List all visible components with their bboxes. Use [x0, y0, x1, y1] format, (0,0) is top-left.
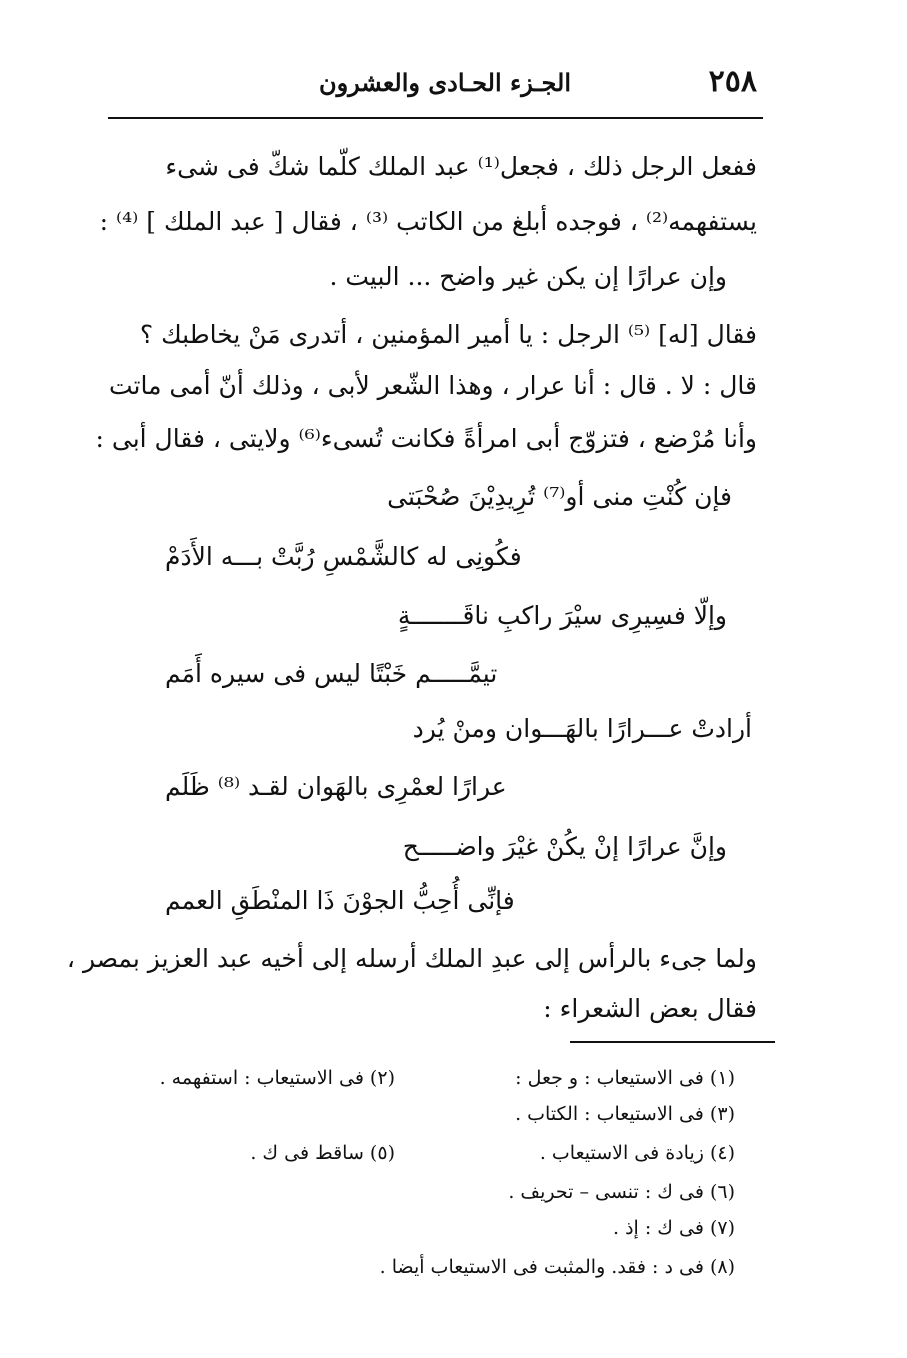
- quoted-verse-line: وإن عرارًا إن يكن غير واضح ... البيت .: [329, 262, 727, 291]
- footnote: (٣) فى الاستيعاب : الكتاب .: [515, 1103, 735, 1125]
- footnote: (٦) فى ك : تنسى – تحريف .: [508, 1181, 735, 1203]
- page-number: ٢٥٨: [708, 64, 757, 99]
- poem-verse: وإلّا فسِيرِى سيْرَ راكبِ ناقَـــــــةٍ: [397, 601, 727, 630]
- poem-verse: وإنَّ عرارًا إنْ يكُنْ غيْرَ واضـــــح: [402, 832, 727, 861]
- footnote: (٨) فى د : فقد. والمثبت فى الاستيعاب أيضا .: [379, 1256, 735, 1278]
- poem-verse: عرارًا لعمْرِى بالهَوان لقـد ⁽⁸⁾ ظَلَم: [165, 772, 507, 801]
- prose-line: وأنا مُرْضع ، فتزوّج أبى امرأةً فكانت تُسىء⁽⁶⁾ ولايتى ، فقال أبى :: [95, 424, 757, 453]
- footnote: (٥) ساقط فى ك .: [250, 1142, 395, 1164]
- prose-line: يستفهمه⁽²⁾ ، فوجده أبلغ من الكاتب ⁽³⁾ ، فقال [ عبد الملك ] ⁽⁴⁾ :: [99, 207, 757, 236]
- header-rule: [108, 117, 763, 119]
- footnote: (٤) زيادة فى الاستيعاب .: [539, 1142, 735, 1164]
- prose-line: فقال بعض الشعراء :: [543, 994, 757, 1023]
- poem-verse: فكُونِى له كالشَّمْسِ رُبَّتْ بـــه الأَدَمْ: [165, 542, 522, 571]
- prose-line: ولما جىء بالرأس إلى عبدِ الملك أرسله إلى أخيه عبد العزيز بمصر ،: [66, 944, 757, 973]
- poem-verse: أرادتْ عـــرارًا بالهَـــوان ومنْ يُرد: [412, 714, 752, 743]
- prose-line: فقال [له] ⁽⁵⁾ الرجل : يا أمير المؤمنين ، أتدرى مَنْ يخاطبك ؟: [139, 320, 757, 349]
- poem-verse: فإنِّى أُحِبُّ الجوْنَ ذَا المنْطَقِ العمم: [165, 886, 515, 915]
- running-title: الجـزء الحـادى والعشرون: [318, 68, 572, 97]
- footnote: (٢) فى الاستيعاب : استفهمه .: [159, 1067, 395, 1089]
- prose-line: ففعل الرجل ذلك ، فجعل⁽¹⁾ عبد الملك كلّما شكّ فى شىء: [165, 152, 757, 181]
- prose-line: قال : لا . قال : أنا عرار ، وهذا الشّعر لأبى ، وذلك أنّ أمى ماتت: [108, 371, 757, 400]
- footnote: (٧) فى ك : إذ .: [612, 1217, 735, 1239]
- poem-verse: تيمَّـــــم خَبْتًا ليس فى سيره أَمَم: [165, 659, 498, 688]
- footnote: (١) فى الاستيعاب : و جعل :: [515, 1067, 735, 1089]
- poem-verse: فإن كُنْتِ منى أو⁽⁷⁾ تُرِيدِيْنَ صُحْبَتى: [387, 482, 732, 511]
- footnote-rule: [570, 1041, 775, 1043]
